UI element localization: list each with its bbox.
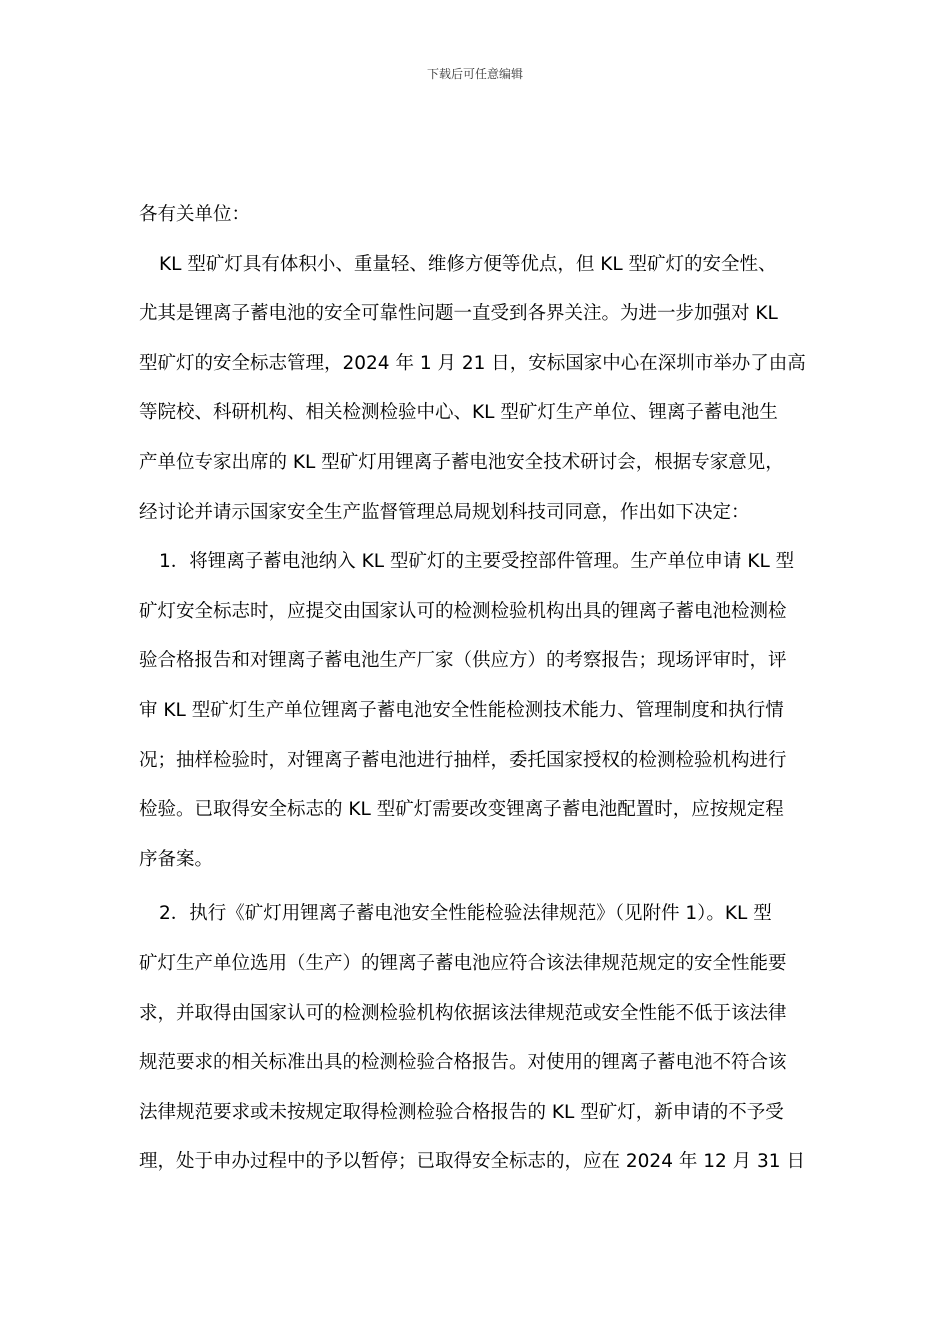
body-line: 审 KL 型矿灯生产单位锂离子蓄电池安全性能检测技术能力、管理制度和执行情 [139, 699, 784, 721]
body-line: 型矿灯的安全标志管理，2024 年 1 月 21 日，安标国家中心在深圳市举办了由高 [139, 352, 806, 374]
body-line: 法律规范要求或未按规定取得检测检验合格报告的 KL 型矿灯，新申请的不予受 [139, 1101, 784, 1123]
body-line: 等院校、科研机构、相关检测检验中心、KL 型矿灯生产单位、锂离子蓄电池生 [139, 402, 778, 424]
body-line: 况；抽样检验时，对锂离子蓄电池进行抽样，委托国家授权的检测检验机构进行 [139, 749, 787, 771]
body-lines [139, 247, 814, 1194]
body-line: KL 型矿灯具有体积小、重量轻、维修方便等优点，但 KL 型矿灯的安全性、 [159, 253, 777, 275]
body-line: 检验。已取得安全标志的 KL 型矿灯需要改变锂离子蓄电池配置时，应按规定程 [139, 799, 784, 821]
body-line: 产单位专家出席的 KL 型矿灯用锂离子蓄电池安全技术研讨会，根据专家意见， [139, 451, 784, 473]
body-line: 验合格报告和对锂离子蓄电池生产厂家（供应方）的考察报告；现场评审时，评 [139, 650, 787, 672]
body-line: 1．将锂离子蓄电池纳入 KL 型矿灯的主要受控部件管理。生产单位申请 KL 型 [159, 551, 795, 573]
body-line: 求，并取得由国家认可的检测检验机构依据该法律规范或安全性能不低于该法律 [139, 1002, 787, 1024]
body-line: 经讨论并请示国家安全生产监督管理总局规划科技司同意，作出如下决定： [139, 501, 750, 523]
body-line: 2．执行《矿灯用锂离子蓄电池安全性能检验法律规范》（见附件 1）。KL 型 [159, 903, 772, 925]
salutation: 各有关单位： [139, 204, 251, 225]
body-line: 尤其是锂离子蓄电池的安全可靠性问题一直受到各界关注。为进一步加强对 KL [139, 303, 778, 325]
body-line: 矿灯安全标志时，应提交由国家认可的检测检验机构出具的锂离子蓄电池检测检 [139, 600, 787, 622]
document-body [139, 197, 814, 1194]
download-note: 下载后可任意编辑 [426, 67, 523, 81]
body-line: 矿灯生产单位选用（生产）的锂离子蓄电池应符合该法律规范规定的安全性能要 [139, 952, 787, 974]
body-line: 理，处于申办过程中的予以暂停；已取得安全标志的，应在 2024 年 12 月 31 日 [139, 1151, 805, 1173]
body-line: 序备案。 [139, 848, 214, 870]
body-line: 规范要求的相关标准出具的检测检验合格报告。对使用的锂离子蓄电池不符合该 [139, 1052, 787, 1074]
